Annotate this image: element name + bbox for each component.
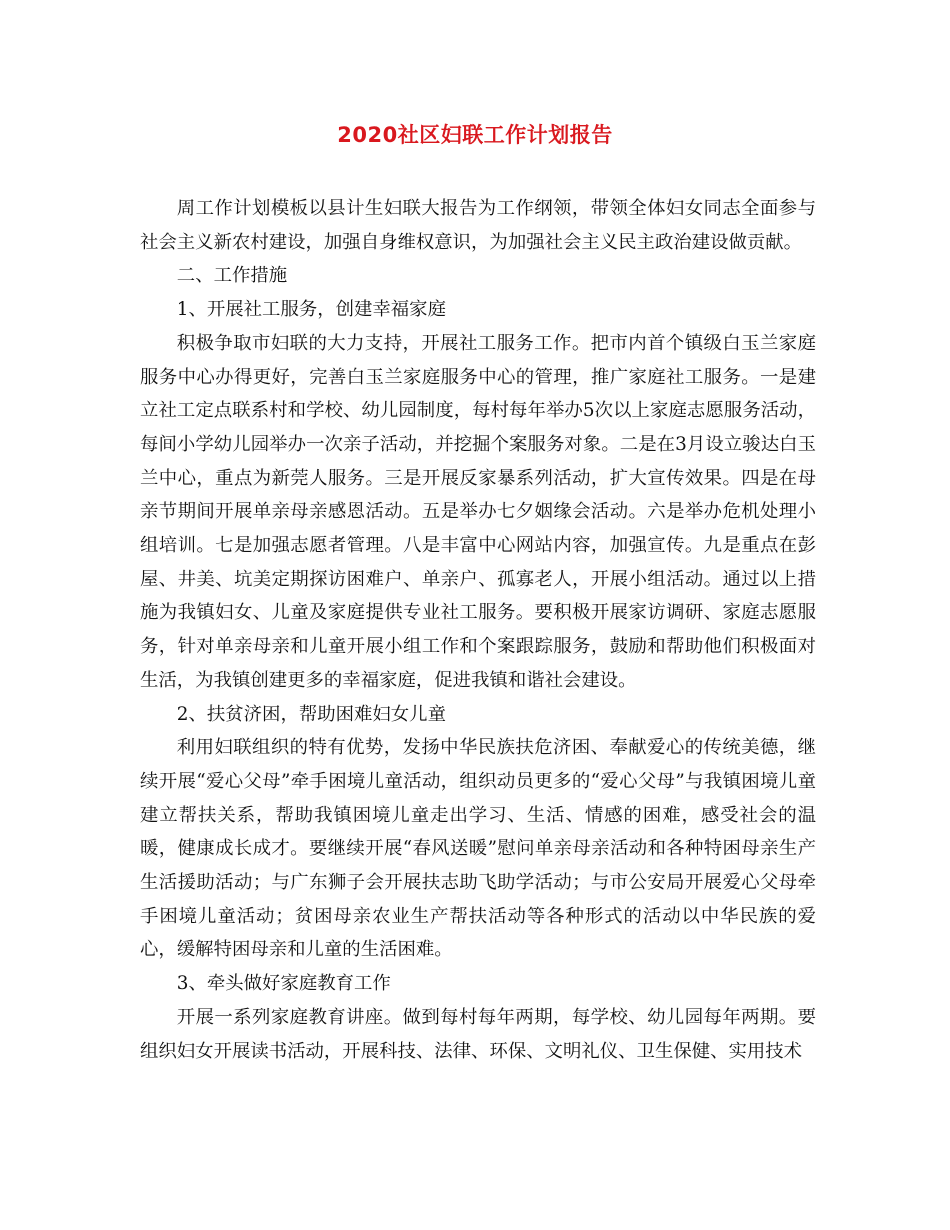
subheading-poverty-relief: 2、扶贫济困，帮助困难妇女儿童 [176,703,446,725]
paragraph-social-work: 积极争取市妇联的大力支持，开展社工服务工作。把市内首个镇级白玉兰家庭服务中心办得更好，完善白玉兰家庭服务中心的管理，推广家庭社工服务。一是建立社工定点联系村和学校、幼儿园制度，每村每年举办5次以上家庭志愿服务活动，每间小学幼儿园举办一次亲子活动，并挖掘个案服务对象。二是在3月设立骏达白玉兰中心，重点为新莞人服务。三是开展反家暴系列活动，扩大宣传效果。四是在母亲节期间开展单亲母亲感恩活动。五是举办七夕姻缘会活动。六是举办危机处理小组培训。七是加强志愿者管理。八是丰富中心网站内容，加强宣传。九是重点在彭屋、井美、坑美定期探访困难户、单亲户、孤寡老人，开展小组活动。通过以上措施为我镇妇女、儿童及家庭提供专业社工服务。要积极开展家访调研、家庭志愿服务，针对单亲母亲和儿童开展小组工作和个案跟踪服务，鼓励和帮助他们积极面对生活，为我镇创建更多的幸福家庭，促进我镇和谐社会建设。 [140,332,816,691]
section-heading-measures: 二、工作措施 [176,265,288,287]
paragraph-intro: 周工作计划模板以县计生妇联大报告为工作纲领，带领全体妇女同志全面参与社会主义新农村建设，加强自身维权意识，为加强社会主义民主政治建设做贡献。 [140,198,816,253]
paragraph-poverty-relief: 利用妇联组织的特有优势，发扬中华民族扶危济困、奉献爱心的传统美德，继续开展“爱心父母”牵手困境儿童活动，组织动员更多的“爱心父母”与我镇困境儿童建立帮扶关系，帮助我镇困境儿童走出学习、生活、情感的困难，感受社会的温暖，健康成长成才。要继续开展“春风送暖”慰问单亲母亲活动和各种特困母亲生产生活援助活动；与广东狮子会开展扶志助飞助学活动；与市公安局开展爱心父母牵手困境儿童活动；贫困母亲农业生产帮扶活动等各种形式的活动以中华民族的爱心，缓解特困母亲和儿童的生活困难。 [140,737,816,961]
subheading-family-education: 3、牵头做好家庭教育工作 [176,973,391,995]
paragraph-family-education: 开展一系列家庭教育讲座。做到每村每年两期，每学校、幼儿园每年两期。要组织妇女开展读书活动，开展科技、法律、环保、文明礼仪、卫生保健、实用技术 [140,1006,816,1062]
subheading-social-work: 1、开展社工服务，创建幸福家庭 [176,299,446,321]
document-body [140,192,816,1068]
document-title: 2020社区妇联工作计划报告 [337,123,613,147]
